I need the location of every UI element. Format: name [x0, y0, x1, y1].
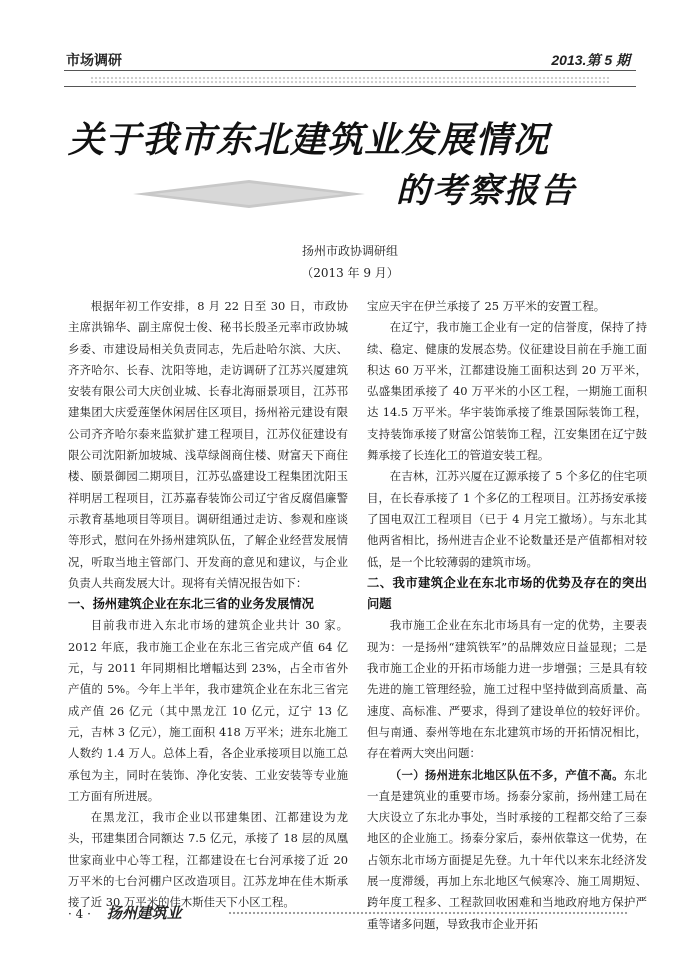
paragraph-continued: 宝应天宇在伊兰承接了 25 万平米的安置工程。	[367, 299, 606, 313]
magazine-brand: 扬州建筑业	[106, 904, 182, 922]
left-column	[68, 296, 348, 914]
paragraph-advantages: 我市施工企业在东北市场具有一定的优势，主要表现为：一是扬州“建筑铁军”的品牌效应日益显现；二是我市施工企业的开拓市场能力进一步增强；三是具有较先进的施工管理经验，施工过程中坚持做到高质量、高速度、高标准、严要求，得到了建设单位的较好评价。但与南通、泰州等地在东北建筑市场的开拓情况相比，存在着两大突出问题：	[367, 618, 647, 761]
intro-paragraph: 根据年初工作安排，8 月 22 日至 30 日，市政协主席洪锦华、副主席倪士俊、秘书长殷圣元率市政协城乡委、市建设局相关负责同志，先后赴哈尔滨、大庆、齐齐哈尔、长春、沈阳等地，走访调研了江苏兴厦建筑安装有限公司大庆创业城、长春北海丽景项目，江苏邗建集团大庆爱莲堡休闲居住区项目，扬州裕元建设有限公司齐齐哈尔泰来监狱扩建工程项目，江苏仪征建设有限公司沈阳新加坡城、浅草绿阁商住楼、财富天下商住楼、颐景御园二期项目，江苏弘盛建设工程集团沈阳玉祥明居工程项目，江苏嘉春装饰公司辽宁省反腐倡廉警示教育基地项目等项目。调研组通过走访、参观和座谈等形式，慰问在外扬州建筑队伍，了解企业经营发展情况，听取当地主管部门、开发商的意见和建议，与企业负责人共商发展大计。现将有关情况报告如下：	[68, 299, 348, 590]
section-heading-1: 一、扬州建筑企业在东北三省的业务发展情况	[68, 597, 314, 612]
header-rule-bottom	[64, 86, 636, 87]
issue-label: 2013.第 5 期	[551, 52, 630, 68]
title-line-2: 的考察报告	[396, 171, 576, 211]
subsection-1	[367, 765, 647, 935]
subsection-1-text: 东北一直是建筑业的重要市场。扬泰分家前，扬州建工局在大庆设立了东北办事处，当时承接的工程都交给了三泰地区的企业施工。扬泰分家后，泰州依靠这一优势，在占领东北市场方面提足先登。九十年代以来东北经济发展一度滞缓，再加上东北地区气候寒冷、施工周期短、跨年度工程多、工程款回收困难和当地政府地方保护严重等诸多问题，导致我市企业开拓	[367, 767, 647, 931]
footer-dot-rule	[228, 911, 628, 915]
paragraph-jilin: 在吉林，江苏兴厦在辽源承接了 5 个多亿的住宅项目，在长春承接了 1 个多亿的工程项目。江苏扬安承接了国电双江工程项目（已于 4 月完工撤场）。与东北其他两省相比，扬州进吉企业不论数量还是产值都相对较低，是一个比较薄弱的建筑市场。	[367, 469, 647, 569]
section-label: 市场调研	[66, 53, 122, 69]
page-number: · 4 ·	[68, 907, 91, 921]
header-dot-pattern	[90, 76, 610, 84]
footer	[68, 902, 182, 923]
title-line-1: 关于我市东北建筑业发展情况	[68, 120, 550, 161]
paragraph-liaoning: 在辽宁，我市施工企业有一定的信誉度，保持了持续、稳定、健康的发展态势。仪征建设目前在手施工面积达 60 万平米，江都建设施工面积达到 20 万平米，弘盛集团承接了 40 万平米的小区工程，一期施工面积达 14.5 万平米。华宇装饰承接了维景国际装饰工程，支持装饰承接了财富公馆装饰工程，江安集团在辽宁鼓舞承接了长连化工的管道安装工程。	[367, 320, 647, 463]
title-diamond-ornament	[133, 180, 365, 208]
subsection-1-title: （一）扬州进东北地区队伍不多，产值不高。	[389, 767, 624, 782]
header-rule-top	[64, 70, 636, 71]
author-line: 扬州市政协调研组	[301, 244, 398, 258]
date-line: （2013 年 9 月）	[301, 266, 399, 280]
right-column	[367, 296, 647, 935]
paragraph-heilongjiang: 在黑龙江，我市企业以邗建集团、江都建设为龙头，邗建集团合同额达 7.5 亿元，承接了 18 层的凤凰世家商业中心等工程，江都建设在七台河承接了近 20 万平米的七台河棚户区改造项目。江苏龙坤在佳木斯承接了近 30 万平米的佳木斯佳天下小区工程。	[68, 810, 348, 910]
paragraph-overview: 目前我市进入东北市场的建筑企业共计 30 家。2012 年底，我市施工企业在东北三省完成产值 64 亿元，与 2011 年同期相比增幅达到 23%，占全市省外产值的 5%。今年上半年，我市建筑企业在东北三省完成产值 26 亿元（其中黑龙江 10 亿元，辽宁 13 亿元，吉林 3 亿元），施工面积 418 万平米；进东北施工人数约 1.4 万人。总体上看，各企业承接项目以施工总承包为主，同时在装饰、净化安装、工业安装等专业施工方面有所进展。	[68, 618, 348, 803]
section-heading-2: 二、我市建筑企业在东北市场的优势及存在的突出问题	[367, 575, 647, 612]
